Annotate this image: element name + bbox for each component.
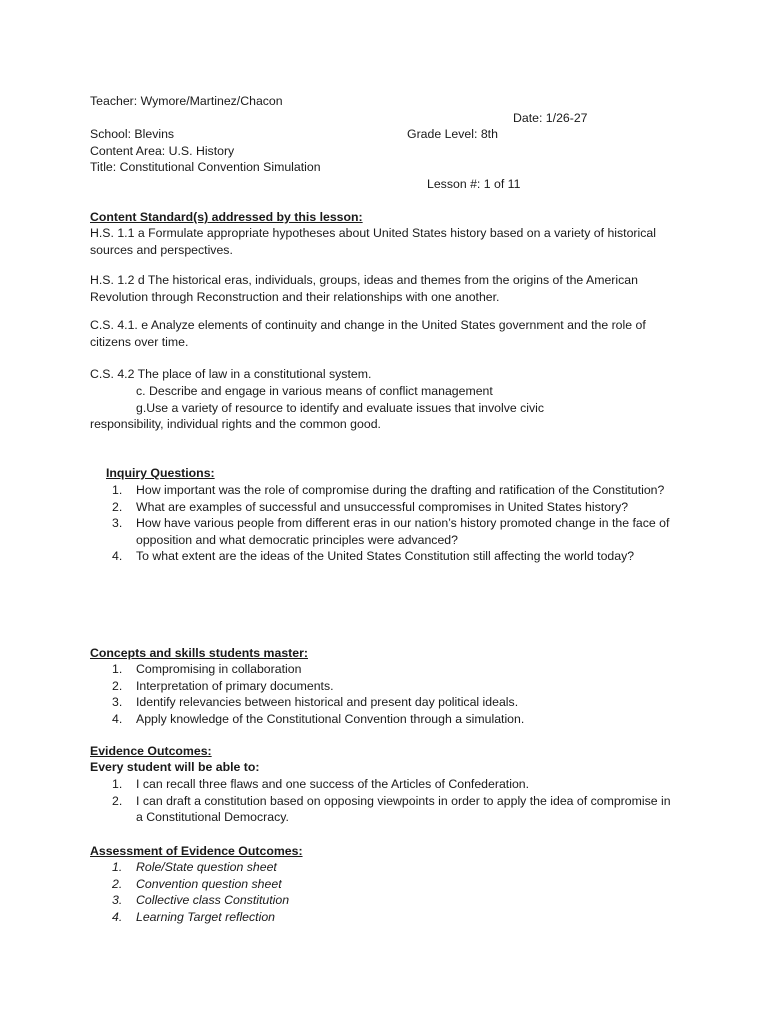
list-number: 4. [112,711,123,726]
list-text: Identify relevancies between historical and present day political ideals. [136,695,519,709]
list-number: 1. [112,483,123,497]
standard-cs-4-2-g-line1: g.Use a variety of resource to identify and evaluate issues that involve civic [136,401,545,415]
list-item [90,694,680,711]
list-text: How have various people from different eras in our nation’s history promoted change in the face of opposition and what democratic principles were advanced? [136,516,670,547]
list-text: How important was the role of compromise during the drafting and ratification of the Constitution? [136,483,665,497]
list-text: Learning Target reflection [136,909,276,924]
inquiry-heading: Inquiry Questions: [106,466,215,480]
standard-cs-4-2-g-line2: responsibility, individual rights and the common good. [90,417,381,431]
inquiry-list [90,482,680,565]
standard-hs-1-1: H.S. 1.1 a Formulate appropriate hypotheses about United States history based on a variety of historical sources and perspectives. [90,226,656,257]
list-text: Convention question sheet [136,876,282,891]
list-item [90,892,680,909]
list-text: Compromising in collaboration [136,662,302,676]
standard-cs-4-1: C.S. 4.1. e Analyze elements of continuity and change in the United States government and the role of citizens over time. [90,318,646,349]
list-number: 3. [112,695,123,709]
list-text: Role/State question sheet [136,860,277,874]
date-line: Date: 1/26-27 [513,111,588,125]
list-item [90,876,680,893]
list-item [90,776,680,793]
list-item [90,661,680,678]
assessment-list [90,859,680,925]
list-number: 2. [112,793,123,808]
teacher-line: Teacher: Wymore/Martinez/Chacon [90,94,283,108]
list-number: 4. [112,909,123,924]
list-text: Apply knowledge of the Constitutional Convention through a simulation. [136,711,525,726]
list-number: 2. [112,678,123,693]
list-item [90,859,680,876]
list-item [90,548,680,565]
list-text: Interpretation of primary documents. [136,678,334,693]
list-text: To what extent are the ideas of the United States Constitution still affecting the world today? [136,549,635,563]
list-text: Collective class Constitution [136,893,290,907]
list-text: I can recall three flaws and one success of the Articles of Confederation. [136,777,530,791]
list-item [90,482,680,499]
list-number: 2. [112,876,123,891]
standard-cs-4-2-c: c. Describe and engage in various means of conflict management [136,384,493,398]
list-number: 2. [112,499,123,514]
list-number: 3. [112,893,123,907]
list-item [90,499,680,516]
list-text: What are examples of successful and unsuccessful compromises in United States history? [136,499,629,514]
concepts-list [90,661,680,727]
list-item [90,793,680,826]
standard-cs-4-2: C.S. 4.2 The place of law in a constitutional system. [90,367,372,381]
list-number: 1. [112,777,123,791]
list-item [90,678,680,695]
evidence-subheading: Every student will be able to: [90,760,260,774]
title-line: Title: Constitutional Convention Simulation [90,160,321,174]
assessment-heading: Assessment of Evidence Outcomes: [90,844,303,858]
evidence-list [90,776,680,826]
grade-level-line: Grade Level: 8th [407,127,498,141]
list-number: 1. [112,662,123,676]
school-line: School: Blevins [90,127,175,141]
list-number: 4. [112,549,123,563]
concepts-heading: Concepts and skills students master: [90,646,308,660]
list-item [90,515,680,548]
evidence-heading: Evidence Outcomes: [90,744,212,758]
content-area-line: Content Area: U.S. History [90,144,235,158]
standard-hs-1-2: H.S. 1.2 d The historical eras, individuals, groups, ideas and themes from the origins of the American Revolution through Reconstruction and their relationships with one another. [90,273,638,304]
list-text: I can draft a constitution based on opposing viewpoints in order to apply the idea of compromise in a Constitutional Democracy. [136,793,671,824]
standards-heading: Content Standard(s) addressed by this lesson: [90,210,363,224]
list-number: 1. [112,860,123,874]
list-number: 3. [112,516,123,530]
lesson-number-line: Lesson #: 1 of 11 [427,177,521,191]
list-item [90,711,680,728]
list-item [90,909,680,926]
